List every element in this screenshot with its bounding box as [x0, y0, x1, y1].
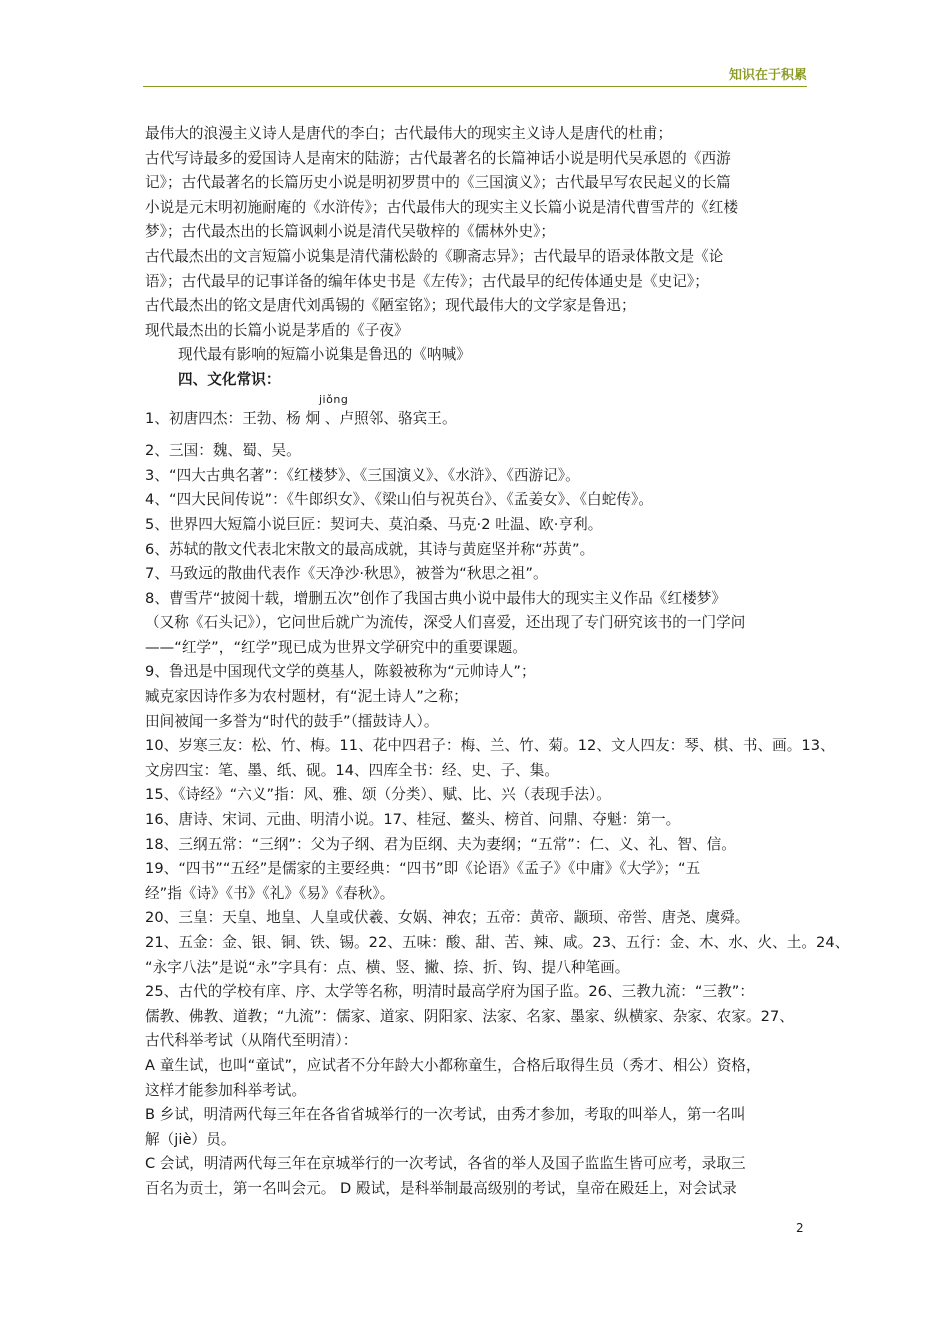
- text-line: 10、岁寒三友：松、竹、梅。11、花中四君子：梅、兰、竹、菊。12、文人四友：琴、棋、书、画。13、: [145, 737, 835, 755]
- document-body: [145, 122, 850, 1202]
- text-line: 20、三皇：天皇、地皇、人皇或伏羲、女娲、神农；五帝：黄帝、颛顼、帝喾、唐尧、虞舜。: [145, 909, 750, 927]
- text-line: “永字八法”是说“永”字具有：点、横、竖、撇、捺、折、钩、提八种笔画。: [145, 958, 630, 976]
- text-line-with-ruby: [145, 392, 815, 432]
- text-line: 儒教、佛教、道教；“九流”：儒家、道家、阴阳家、法家、名家、墨家、纵横家、杂家、农家。27、: [145, 1007, 794, 1025]
- page-number: 2: [796, 1221, 804, 1235]
- text-line: 小说是元末明初施耐庵的《水浒传》；古代最伟大的现实主义长篇小说是清代曹雪芹的《红楼: [145, 198, 739, 216]
- text-line: 6、苏轼的散文代表北宋散文的最高成就，其诗与黄庭坚并称“苏黄”。: [145, 540, 595, 558]
- text-line: 记》；古代最著名的长篇历史小说是明初罗贯中的《三国演义》；古代最早写农民起义的长篇: [145, 174, 731, 192]
- text-line: 18、三纲五常：“三纲”：父为子纲、君为臣纲、夫为妻纲；“五常”：仁、义、礼、智、信。: [145, 835, 736, 853]
- text-line: 7、马致远的散曲代表作《天净沙·秋思》，被誉为“秋思之祖”。: [145, 565, 548, 583]
- text-line: B 乡试，明清两代每三年在各省省城举行的一次考试，由秀才参加，考取的叫举人，第一名叫: [145, 1106, 746, 1124]
- text-line: 古代写诗最多的爱国诗人是南宋的陆游；古代最著名的长篇神话小说是明代吴承恩的《西游: [145, 149, 731, 167]
- text-line: （又称《石头记》），它问世后就广为流传，深受人们喜爱，还出现了专门研究该书的一门学问: [145, 614, 746, 632]
- text-line: 4、“四大民间传说”：《牛郎织女》、《梁山伯与祝英台》、《孟姜女》、《白蛇传》。: [145, 491, 653, 509]
- text-line: 语》；古代最早的记事详备的编年体史书是《左传》；古代最早的纪传体通史是《史记》；: [145, 272, 709, 290]
- text-line: 古代最杰出的铭文是唐代刘禹锡的《陋室铭》；现代最伟大的文学家是鲁迅；: [145, 297, 636, 315]
- text-line: 现代最有影响的短篇小说集是鲁迅的《呐喊》: [178, 346, 471, 364]
- text-line: 经”指《诗》《书》《礼》《易》《春秋》。: [145, 884, 395, 902]
- text-line: 田间被闻一多誉为“时代的鼓手”（擂鼓诗人）。: [145, 712, 439, 730]
- text-line: 百名为贡士，第一名叫会元。 D 殿试，是科举制最高级别的考试，皇帝在殿廷上，对会试录: [145, 1179, 737, 1197]
- text-line: 解（jiè）员。: [145, 1130, 236, 1148]
- text-line: 15、《诗经》“六义”指：风、雅、颂（分类）、赋、比、兴（表现手法）。: [145, 786, 611, 804]
- text-line: 5、世界四大短篇小说巨匠：契诃夫、莫泊桑、马克·2 吐温、欧·亨利。: [145, 515, 603, 533]
- text-line: 21、五金：金、银、铜、铁、锡。22、五味：酸、甜、苦、辣、咸。23、五行：金、木、水、火、土。24、: [145, 934, 850, 951]
- text-line: A 童生试，也叫“童试”，应试者不分年龄大小都称童生，合格后取得生员（秀才、相公）资格，: [145, 1056, 761, 1074]
- page-header: [143, 62, 807, 90]
- text-line: 古代最杰出的文言短篇小说集是清代蒲松龄的《聊斋志异》；古代最早的语录体散文是《论: [145, 247, 724, 265]
- pinyin-annotation: jiǒng: [319, 392, 349, 406]
- text-line: 这样才能参加科举考试。: [145, 1081, 307, 1099]
- text-line: 古代科举考试（从隋代至明清）：: [145, 1032, 358, 1050]
- text-line: 文房四宝：笔、墨、纸、砚。14、四库全书：经、史、子、集。: [145, 761, 560, 779]
- text-line: 梦》；古代最杰出的长篇讽刺小说是清代吴敬梓的《儒林外史》；: [145, 223, 556, 241]
- text-line: 19、“四书”“五经”是儒家的主要经典：“四书”即《论语》《孟子》《中庸》《大学》；“五: [145, 860, 701, 878]
- text-line: 8、曹雪芹“披阅十载，增删五次”创作了我国古典小说中最伟大的现实主义作品《红楼梦》: [145, 589, 727, 607]
- text-line: 1、初唐四杰：王勃、杨 炯 、卢照邻、骆宾王。: [145, 409, 457, 427]
- text-line: 现代最杰出的长篇小说是茅盾的《子夜》: [145, 321, 409, 339]
- text-line: 臧克家因诗作多为农村题材，有“泥土诗人”之称；: [145, 688, 468, 706]
- section-heading: 四、文化常识：: [178, 370, 281, 388]
- text-line: 最伟大的浪漫主义诗人是唐代的李白；古代最伟大的现实主义诗人是唐代的杜甫；: [145, 125, 673, 142]
- text-line: 16、唐诗、宋词、元曲、明清小说。17、桂冠、鳌头、榜首、问鼎、夺魁：第一。: [145, 811, 681, 829]
- text-line: 25、古代的学校有庠、序、太学等名称，明清时最高学府为国子监。26、三教九流：“三教”：: [145, 983, 755, 1001]
- text-line: 2、三国：魏、蜀、吴。: [145, 442, 301, 460]
- text-line: ——“红学”，“红学”现已成为世界文学研究中的重要课题。: [145, 638, 527, 656]
- text-line: C 会试，明清两代每三年在京城举行的一次考试，各省的举人及国子监监生皆可应考，录取三: [145, 1155, 746, 1173]
- text-line: 9、鲁迅是中国现代文学的奠基人，陈毅被称为“元帅诗人”；: [145, 663, 536, 681]
- header-text: 知识在于积累: [728, 68, 807, 83]
- header-rule: [143, 86, 807, 87]
- text-line: 3、“四大古典名著”：《红楼梦》、《三国演义》、《水浒》、《西游记》。: [145, 466, 580, 484]
